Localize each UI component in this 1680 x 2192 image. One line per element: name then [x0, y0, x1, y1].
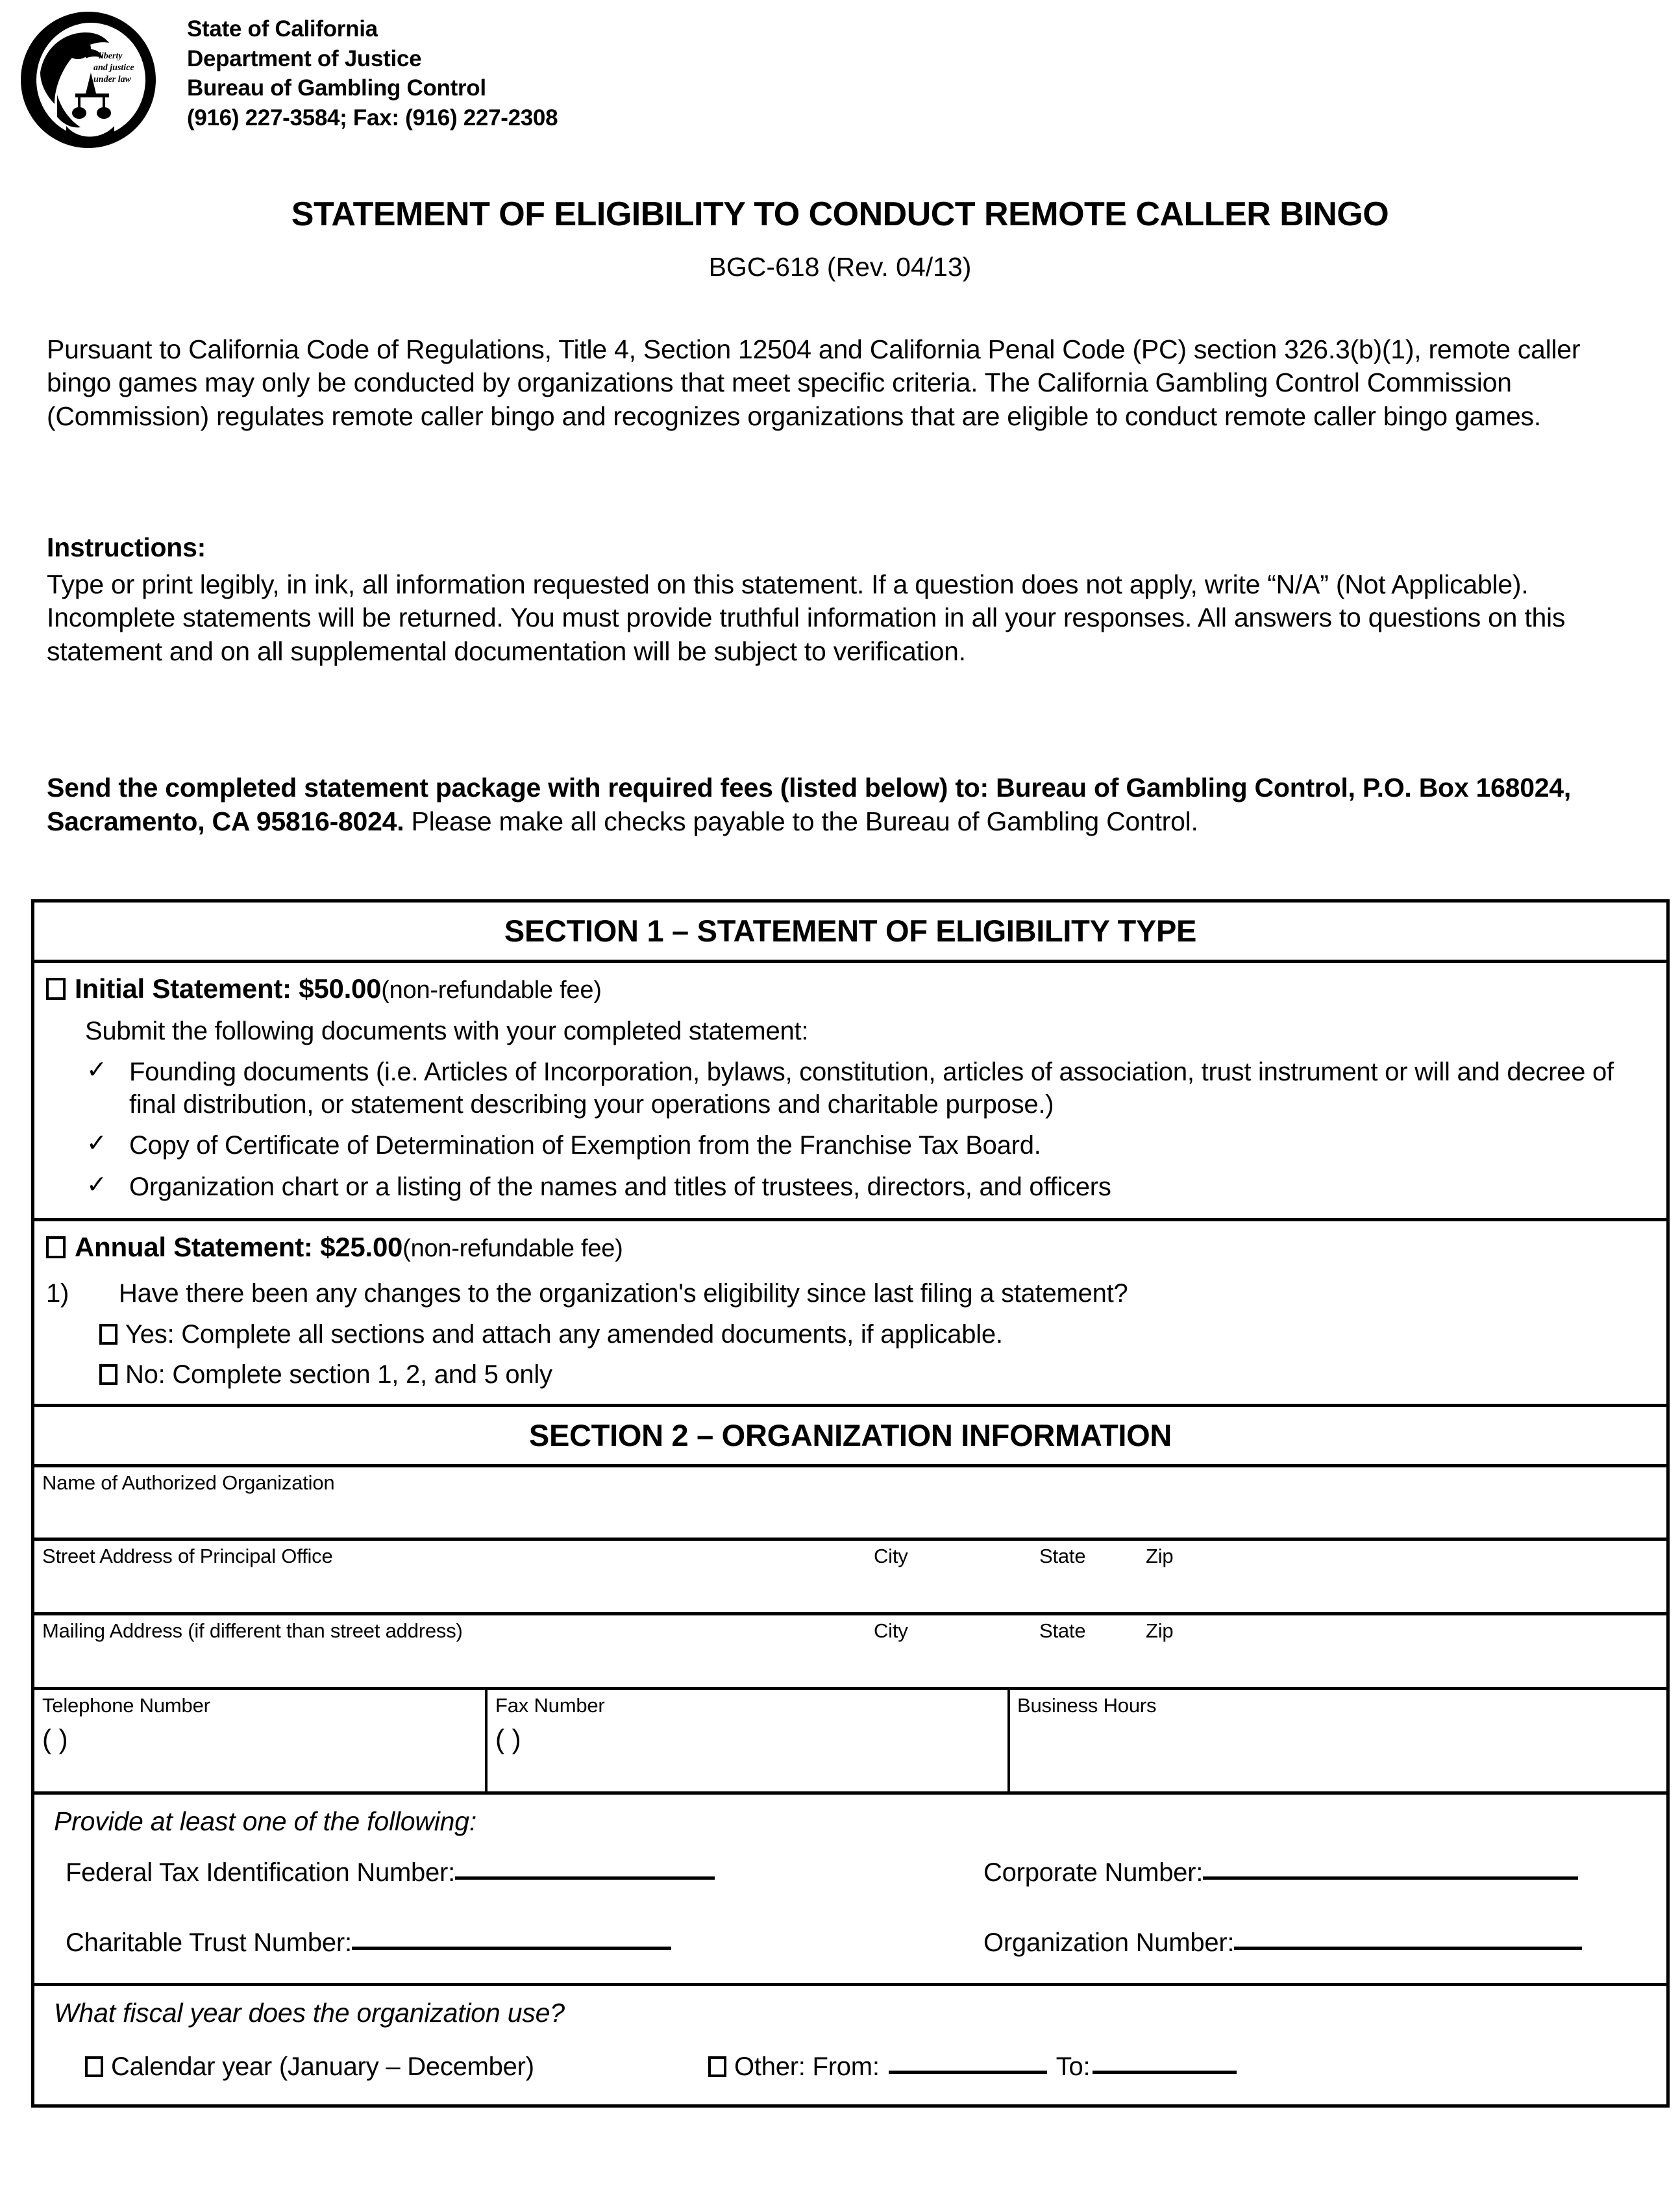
list-item	[46, 1056, 1651, 1121]
federal-tax-id-label: Federal Tax Identification Number:	[66, 1858, 455, 1887]
submission-address-paragraph	[47, 771, 1637, 838]
charitable-trust-number-input[interactable]	[352, 1947, 671, 1950]
street-address-label: Street Address of Principal Office	[42, 1545, 333, 1568]
initial-statement-label: Initial Statement: $50.00	[75, 973, 382, 1004]
street-zip-label: Zip	[1146, 1545, 1174, 1568]
mailing-address-label: Mailing Address (if different than street address)	[42, 1619, 463, 1643]
svg-text:liberty: liberty	[99, 51, 123, 61]
fiscal-year-to-input[interactable]	[1093, 2071, 1237, 2074]
check-mark-icon: ✓	[86, 1056, 107, 1084]
form-number: BGC-618 (Rev. 04/13)	[708, 252, 972, 282]
submission-address-note: Please make all checks payable to the Bureau of Gambling Control.	[404, 806, 1198, 836]
annual-statement-yes-checkbox[interactable]	[99, 1324, 117, 1345]
list-item-label: Copy of Certificate of Determination of Exemption from the Franchise Tax Board.	[129, 1131, 1041, 1160]
list-item	[46, 1171, 1651, 1204]
charitable-trust-number-label: Charitable Trust Number:	[66, 1928, 352, 1958]
fiscal-year-calendar-label: Calendar year (January – December)	[111, 2052, 534, 2082]
fiscal-year-calendar-option[interactable]	[85, 2051, 534, 2083]
page-title: STATEMENT OF ELIGIBILITY TO CONDUCT REMOTE CALLER BINGO	[291, 195, 1389, 233]
organization-name-field[interactable]	[34, 1467, 1666, 1538]
fiscal-year-to-label: To:	[1056, 2052, 1091, 2082]
mailing-address-band	[34, 1615, 1666, 1690]
annual-statement-no-checkbox[interactable]	[99, 1364, 117, 1385]
street-address-band	[34, 1541, 1666, 1615]
section-1-title: SECTION 1 – STATEMENT OF ELIGIBILITY TYPE	[504, 914, 1197, 948]
mailing-address-field[interactable]	[34, 1615, 1666, 1687]
organization-number-input[interactable]	[1234, 1947, 1582, 1950]
annual-statement-band	[34, 1221, 1666, 1408]
instructions-heading: Instructions:	[47, 532, 206, 562]
svg-text:and justice: and justice	[93, 63, 134, 73]
fiscal-year-options	[54, 2051, 1651, 2090]
identifiers-grid	[54, 1857, 1651, 1969]
agency-state-line: State of California	[187, 16, 378, 42]
initial-statement-body	[34, 963, 1666, 1218]
letterhead	[0, 5, 1680, 155]
agency-address-block	[187, 14, 558, 132]
annual-statement-option[interactable]	[46, 1230, 1651, 1264]
street-address-field[interactable]	[34, 1541, 1666, 1612]
street-state-label: State	[1039, 1545, 1086, 1568]
contact-band	[34, 1690, 1666, 1795]
list-item	[46, 1130, 1651, 1162]
check-mark-icon: ✓	[86, 1130, 107, 1158]
form-body-table	[31, 899, 1670, 2108]
corporate-number-field[interactable]	[983, 1857, 1578, 1889]
fiscal-year-from-input[interactable]	[889, 2071, 1047, 2074]
contact-row	[34, 1690, 1666, 1791]
annual-statement-yes-option[interactable]	[99, 1319, 1651, 1351]
fiscal-year-body	[34, 1986, 1666, 2104]
fiscal-year-other-label: Other: From:	[734, 2052, 880, 2082]
question-number: 1)	[46, 1278, 69, 1308]
question-text: Have there been any changes to the organization's eligibility since last filing a statement?	[119, 1278, 1128, 1308]
fax-number-label: Fax Number	[495, 1694, 605, 1717]
initial-statement-fee-note: (non-refundable fee)	[381, 977, 602, 1004]
column-divider	[485, 1690, 488, 1791]
svg-text:under law: under law	[93, 75, 131, 84]
annual-statement-no-option[interactable]	[99, 1359, 1651, 1391]
fiscal-year-prompt: What fiscal year does the organization use?	[54, 1998, 565, 2028]
check-mark-icon: ✓	[86, 1171, 107, 1199]
annual-statement-label: Annual Statement: $25.00	[75, 1231, 403, 1262]
intro-paragraph: Pursuant to California Code of Regulations, Title 4, Section 12504 and California Penal Code (PC) section 326.3(b)(1), remote caller bingo games may only be conducted by organizations that meet specific criteria. The California Gambling Control Commission (Commission) regulates remote caller bingo and recognizes organizations that are eligible to conduct remote caller bingo games.	[47, 334, 1581, 431]
annual-statement-yes-label: Yes: Complete all sections and attach any amended documents, if applicable.	[125, 1319, 1003, 1349]
initial-statement-option[interactable]	[46, 972, 1651, 1005]
charitable-trust-number-field[interactable]	[66, 1927, 671, 1959]
fiscal-year-calendar-checkbox[interactable]	[85, 2056, 103, 2077]
organization-number-label: Organization Number:	[983, 1928, 1235, 1958]
annual-statement-fee-note: (non-refundable fee)	[402, 1234, 623, 1262]
mailing-state-label: State	[1039, 1619, 1086, 1643]
annual-statement-body	[34, 1221, 1666, 1404]
initial-statement-band	[34, 963, 1666, 1221]
organization-number-field[interactable]	[983, 1927, 1582, 1959]
california-doj-seal-icon	[18, 10, 158, 149]
identifiers-body	[34, 1795, 1666, 1983]
agency-bureau-line: Bureau of Gambling Control	[187, 75, 486, 101]
list-item-label: Founding documents (i.e. Articles of Incorporation, bylaws, constitution, articles of association, trust instrument or will and decree of final distribution, or statement describing your operations and charitable purpose.)	[129, 1058, 1614, 1119]
column-divider	[1007, 1690, 1010, 1791]
agency-department-line: Department of Justice	[187, 45, 422, 71]
organization-name-band	[34, 1467, 1666, 1541]
street-city-label: City	[874, 1545, 908, 1568]
initial-statement-submit-line: Submit the following documents with your completed statement:	[85, 1017, 809, 1046]
fiscal-year-other-checkbox[interactable]	[708, 2056, 726, 2077]
corporate-number-input[interactable]	[1203, 1876, 1578, 1880]
annual-statement-question	[46, 1278, 1651, 1310]
federal-tax-id-input[interactable]	[455, 1876, 715, 1880]
instructions-paragraph: Type or print legibly, in ink, all information requested on this statement. If a question does not apply, write “N/A” (Not Applicable). Incomplete statements will be returned. You must provide truthful information in all your responses. All answers to questions on this statement and on all supplemental documentation will be subject to verification.	[47, 569, 1566, 666]
federal-tax-id-field[interactable]	[66, 1857, 715, 1889]
fiscal-year-band	[34, 1986, 1666, 2104]
organization-name-label: Name of Authorized Organization	[42, 1471, 335, 1495]
annual-statement-no-label: No: Complete section 1, 2, and 5 only	[125, 1360, 552, 1389]
telephone-number-input[interactable]: ( )	[42, 1724, 68, 1755]
mailing-city-label: City	[874, 1619, 908, 1643]
mailing-zip-label: Zip	[1146, 1619, 1174, 1643]
identifiers-prompt: Provide at least one of the following:	[54, 1806, 477, 1837]
agency-phone-line: (916) 227-3584; Fax: (916) 227-2308	[187, 105, 558, 131]
list-item-label: Organization chart or a listing of the names and titles of trustees, directors, and officers	[129, 1172, 1111, 1201]
telephone-number-label: Telephone Number	[42, 1694, 210, 1717]
corporate-number-label: Corporate Number:	[983, 1858, 1204, 1887]
fiscal-year-other-option[interactable]	[708, 2051, 1237, 2083]
initial-statement-checkbox[interactable]	[46, 978, 66, 1000]
submission-address-bold: Send the completed statement package with required fees (listed below) to: Bureau of Gambling Control, P.O. Box 168024, Sacramento, CA 95816-8024.	[47, 773, 1571, 836]
business-hours-label: Business Hours	[1017, 1694, 1157, 1717]
initial-statement-document-list	[46, 1056, 1651, 1203]
identifiers-band	[34, 1795, 1666, 1986]
section-2-header-band	[34, 1407, 1666, 1467]
section-1-header-band	[34, 903, 1666, 963]
section-2-title: SECTION 2 – ORGANIZATION INFORMATION	[528, 1418, 1172, 1453]
fax-number-input[interactable]: ( )	[495, 1724, 521, 1755]
annual-statement-checkbox[interactable]	[46, 1236, 66, 1258]
